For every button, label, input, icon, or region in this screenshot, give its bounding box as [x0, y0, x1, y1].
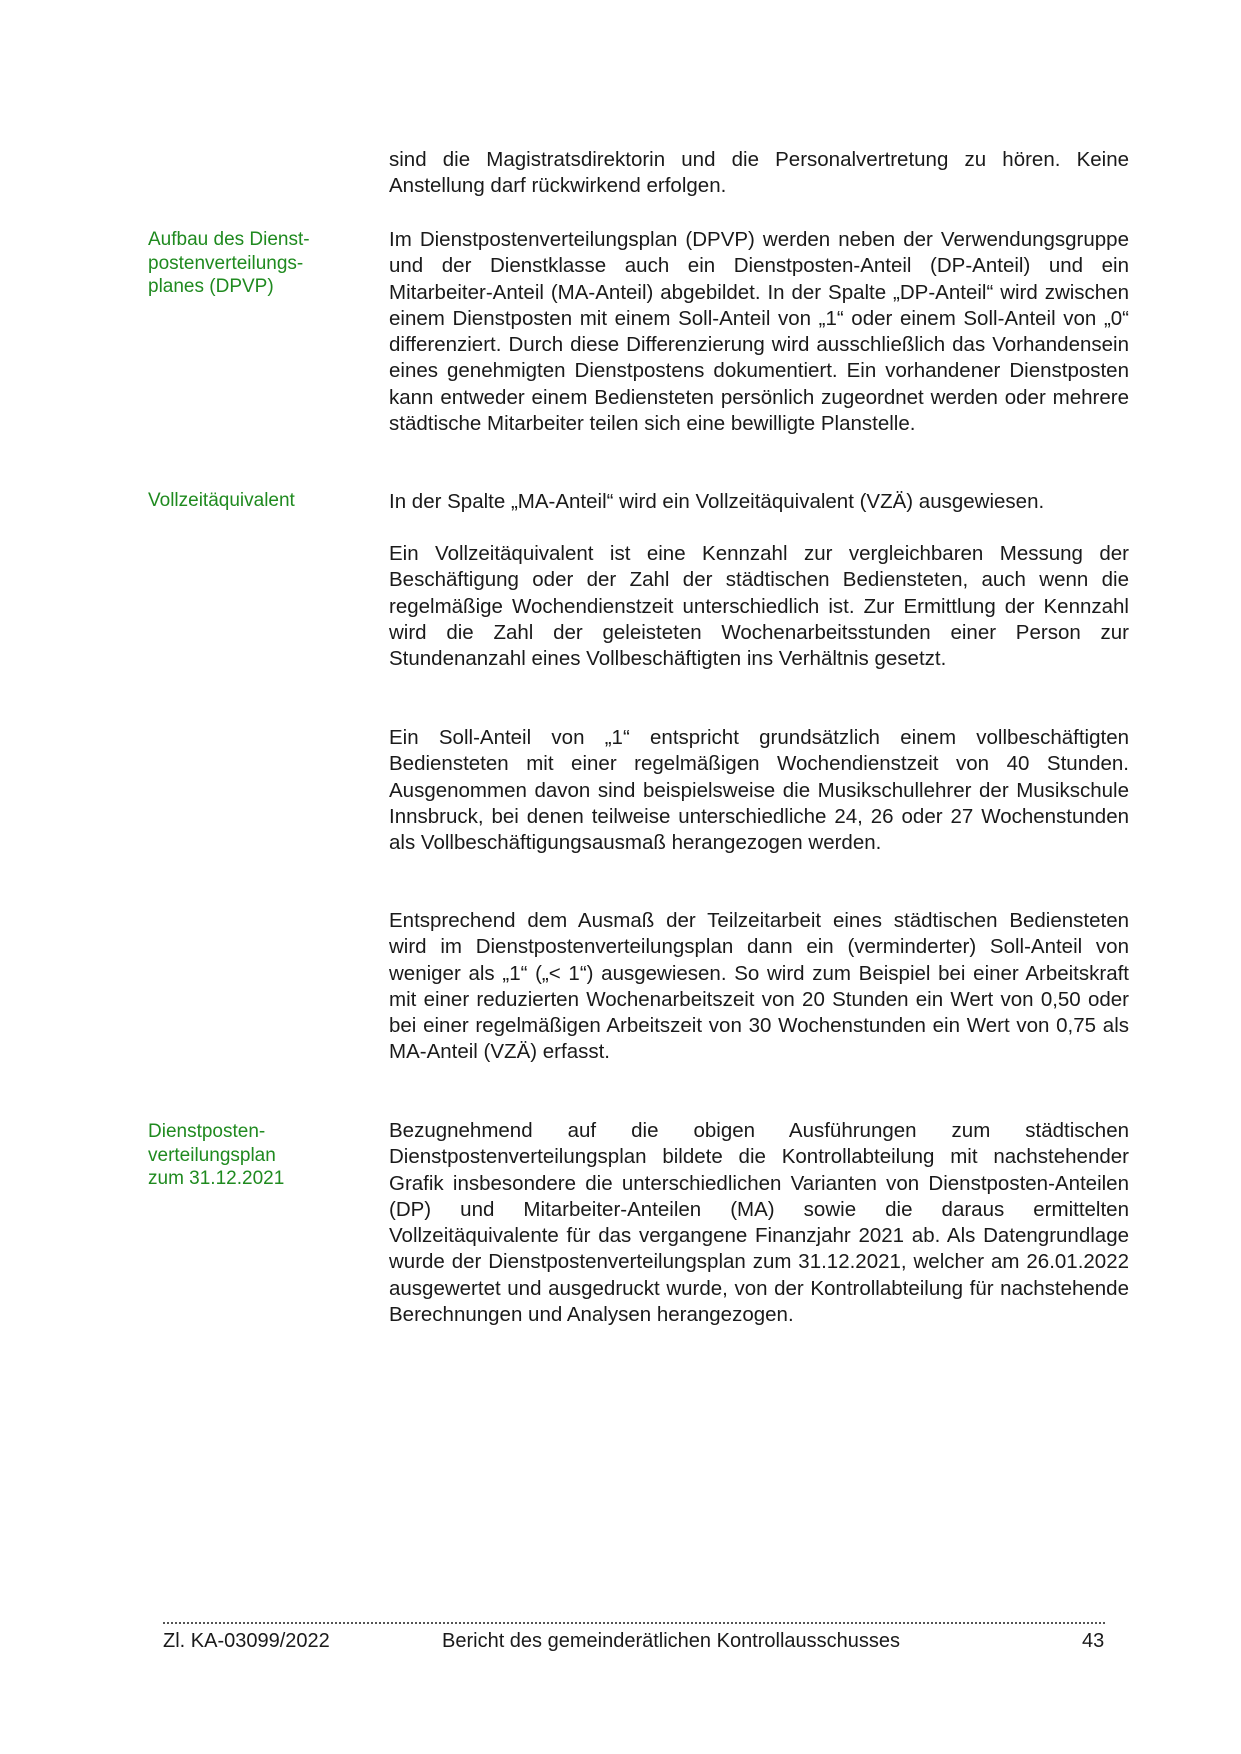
page-number: 43: [1082, 1630, 1105, 1652]
paragraph-text: sind die Magistratsdirektorin und die Personalvertretung zu hören. Keine Anstellung darf rückwirkend erfolgen.: [389, 148, 1129, 198]
paragraph-intro-continuation: [389, 147, 1129, 200]
paragraph-text: Ein Soll-Anteil von „1“ entspricht grundsätzlich einem vollbeschäftigten Bediensteten mit einer regelmäßigen Wochendienstzeit von 40 Stunden. Ausgenommen davon sind beispielsweise die Musikschullehrer der Musikschule Innsbruck, bei denen teilweise unterschiedliche 24, 26 oder 27 Wochenstunden als Vollbeschäftigungsausmaß herangezogen werden.: [389, 726, 1129, 855]
footer-title: Bericht des gemeinderätlichen Kontrollausschusses: [442, 1630, 901, 1652]
paragraph-grafik-grundlage: [389, 1118, 1129, 1328]
paragraph-text: Im Dienstpostenverteilungsplan (DPVP) werden neben der Verwendungsgruppe und der Dienstklasse auch ein Dienstposten-Anteil (DP-Anteil) und ein Mitarbeiter-Anteil (MA-Anteil) abgebildet. In der Spalte „DP-Anteil“ wird zwischen einem Dienstposten mit einem Soll-Anteil von „1“ oder einem Soll-Anteil von „0“ differenziert. Durch diese Differenzierung wird ausschließlich das Vorhandensein eines genehmigten Dienstpostens dokumentiert. Ein vorhandener Dienstposten kann entweder einem Bediensteten persönlich zugeordnet werden oder mehrere städtische Mitarbeiter teilen sich eine bewilligte Planstelle.: [389, 228, 1129, 436]
paragraph-text: Ein Vollzeitäquivalent ist eine Kennzahl zur vergleichbaren Messung der Beschäftigung oder der Zahl der städtischen Bediensteten, auch wenn die regelmäßige Wochendienstzeit unterschiedlich ist. Zur Ermittlung der Kennzahl wird die Zahl der geleisteten Wochenarbeitsstunden einer Person zur Stundenanzahl eines Vollbeschäftigten ins Verhältnis gesetzt.: [389, 542, 1129, 671]
paragraph-text: Entsprechend dem Ausmaß der Teilzeitarbeit eines städtischen Bediensteten wird im Dienstpostenverteilungsplan dann ein (verminderter) Soll-Anteil von weniger als „1“ („< 1“) ausgewiesen. So wird zum Beispiel bei einer Arbeitskraft mit einer reduzierten Wochenarbeitszeit von 20 Stunden ein Wert von 0,50 oder bei einer regelmäßigen Arbeitszeit von 30 Wochenstunden ein Wert von 0,75 als MA-Anteil (VZÄ) erfasst.: [389, 909, 1129, 1064]
side-note-line: Aufbau des Dienst-: [148, 229, 310, 250]
paragraph-vza-definition: [389, 541, 1129, 672]
paragraph-ma-anteil: [389, 489, 1129, 515]
side-note-line: planes (DPVP): [148, 276, 274, 297]
side-note-line: zum 31.12.2021: [148, 1168, 285, 1189]
paragraph-teilzeit: [389, 908, 1129, 1066]
paragraph-dpvp-structure: [389, 227, 1129, 437]
side-note-vollzeitaequivalent: [148, 489, 348, 513]
side-note-line: Vollzeitäquivalent: [148, 490, 295, 511]
paragraph-text: Bezugnehmend auf die obigen Ausführungen zum städtischen Dienstpostenverteilungsplan bildete die Kontrollabteilung mit nachstehender Grafik insbesondere die unterschiedlichen Varianten von Dienstposten-Anteilen (DP) und Mitarbeiter-Anteilen (MA) sowie die daraus ermittelten Vollzeitäquivalente für das vergangene Finanzjahr 2021 ab. Als Datengrundlage wurde der Dienstpostenverteilungsplan zum 31.12.2021, welcher am 26.01.2022 ausgewertet und ausgedruckt wurde, von der Kontrollabteilung für nachstehende Berechnungen und Analysen herangezogen.: [389, 1119, 1129, 1327]
side-note-aufbau-dpvp: [148, 228, 348, 299]
footer-reference: Zl. KA-03099/2022: [163, 1630, 330, 1652]
side-note-line: postenverteilungs-: [148, 252, 304, 274]
paragraph-text: In der Spalte „MA-Anteil“ wird ein Vollzeitäquivalent (VZÄ) ausgewiesen.: [389, 490, 1045, 513]
paragraph-soll-anteil: [389, 725, 1129, 856]
footer-divider: [163, 1622, 1105, 1624]
side-note-line: verteilungsplan: [148, 1144, 276, 1166]
side-note-line: Dienstposten-: [148, 1121, 266, 1142]
side-note-dpvp-2021: [148, 1120, 348, 1191]
